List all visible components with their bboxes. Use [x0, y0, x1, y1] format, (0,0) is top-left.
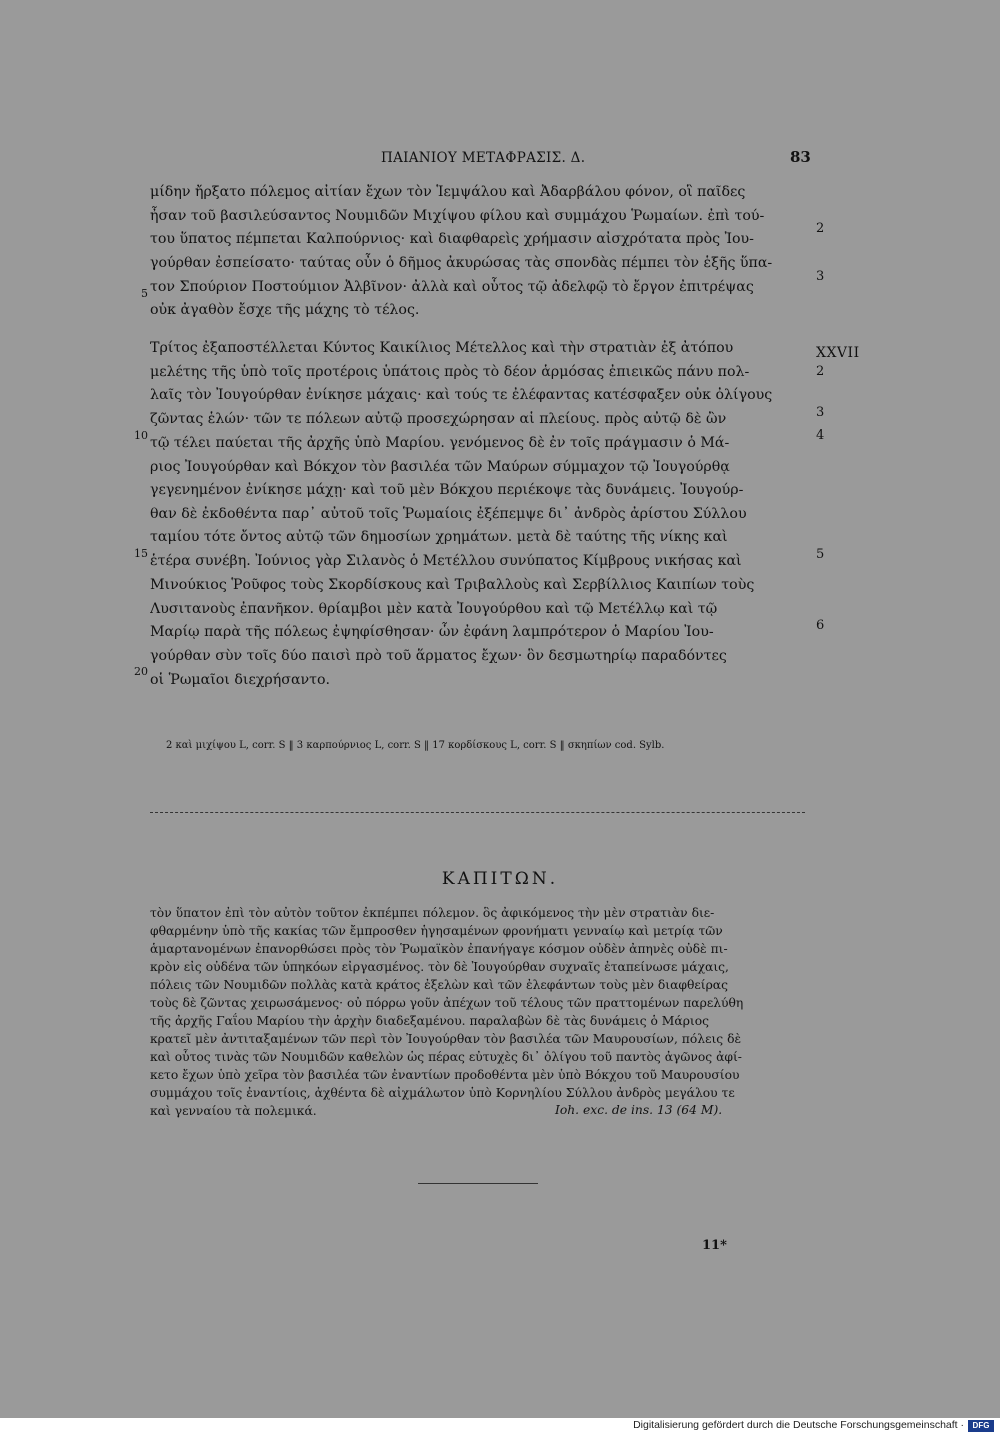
text-line: γούρθαν ἐσπείσατο· ταύτας οὖν ὁ δῆμος ἀκυρώσας τὰς σπονδὰς πέμπει τὸν ἑξῆς ὕπα- — [150, 255, 773, 271]
line-number: 10 — [134, 429, 148, 442]
section-line: ἁμαρτανομένων ἐπανορθώσει πρὸς τὸν Ῥωμαϊκὸν ἐπανήγαγε κόσμον οὐδὲν ἀπηνὲς οὐδὲ πι- — [150, 942, 728, 956]
closing-rule — [418, 1183, 538, 1184]
page-number: 83 — [790, 148, 811, 166]
text-line: οὐκ ἀγαθὸν ἔσχε τῆς μάχης τὸ τέλος. — [150, 302, 420, 318]
section-line: πόλεις τῶν Νουμιδῶν πολλὰς κατὰ κράτος ἐξελὼν καὶ τῶν ἐλεφάντων τοὺς μὲν διαφθείρας — [150, 978, 729, 992]
apparatus-footnotes: 2 καὶ μιχίψου L, corr. S ‖ 3 καρπούρνιος L, corr. S ‖ 17 κορδίσκους L, corr. S ‖ σκηπίων cod. Sylb. — [166, 740, 665, 751]
section-line: συμμάχου τοῖς ἐναντίοις, ἀχθέντα δὲ αἰχμάλωτον ὑπὸ Κορνηλίου Σύλλου ἀνδρὸς μεγάλου τε — [150, 1086, 735, 1100]
text-line: Λυσιτανοὺς ἐπανῆκον. θρίαμβοι μὲν κατὰ Ἰουγούρθου καὶ τῷ Μετέλλῳ καὶ τῷ — [150, 601, 718, 617]
margin-number: 5 — [816, 547, 825, 562]
footer-bar — [0, 1418, 1000, 1434]
margin-number: 3 — [816, 269, 825, 284]
line-number: 15 — [134, 547, 148, 560]
text-line: γεγενημένον ἐνίκησε μάχῃ· καὶ τοῦ μὲν Βόκχου περιέκοψε τὰς δυνάμεις. Ἰουγούρ- — [150, 482, 744, 498]
section-line: κρὸν εἰς οὐδένα τῶν ὑπηκόων εἰργασμένος. τὸν δὲ Ἰουγούρθαν συχναῖς ἐταπείνωσε μάχαις, — [150, 960, 729, 974]
section-line: τὸν ὕπατον ἐπὶ τὸν αὐτὸν τοῦτον ἐκπέμπει πόλεμον. ὃς ἀφικόμενος τὴν μὲν στρατιὰν διε- — [150, 906, 715, 920]
dfg-logo-icon: DFG — [968, 1420, 994, 1432]
text-line: Μαρίῳ παρὰ τῆς πόλεως ἐψηφίσθησαν· ὧν ἐφάνη λαμπρότερον ὁ Μαρίου Ἰου- — [150, 624, 714, 640]
line-number: 5 — [141, 287, 148, 300]
text-line: Τρίτος ἐξαποστέλλεται Κύντος Καικίλιος Μέτελλος καὶ τὴν στρατιὰν ἐξ ἀτόπου — [150, 340, 734, 356]
text-line: μίδην ἤρξατο πόλεμος αἰτίαν ἔχων τὸν Ἱεμψάλου καὶ Ἀδαρβάλου φόνον, οἳ παῖδες — [150, 184, 746, 200]
text-line: μελέτης τῆς ὑπὸ τοῖς προτέροις ὑπάτοις πρὸς τὸ δέον ἁρμόσας ἐπιεικῶς πάνυ πολ- — [150, 364, 750, 380]
section-line: τοὺς δὲ ζῶντας χειρωσάμενος· οὐ πόρρω γοῦν ἀπέχων τοῦ τέλους τῶν πραττομένων παρελύθη — [150, 996, 744, 1010]
text-line: ταμίου τότε ὄντος αὐτῷ τῶν δημοσίων χρημάτων. μετὰ δὲ ταύτης τῆς νίκης καὶ — [150, 529, 728, 545]
signature-mark: 11* — [702, 1238, 727, 1253]
text-line: του ὕπατος πέμπεται Καλπούρνιος· καὶ διαφθαρεὶς χρήμασιν αἰσχρότατα πρὸς Ἰου- — [150, 231, 754, 247]
text-line: ζῶντας ἑλών· τῶν τε πόλεων αὐτῷ προσεχώρησαν αἱ πλείους. πρὸς αὐτῷ δὲ ὢν — [150, 411, 727, 427]
text-line: τον Σπούριον Ποστούμιον Ἀλβῖνον· ἀλλὰ καὶ οὗτος τῷ ἀδελφῷ τὸ ἔργον ἐπιτρέψας — [150, 279, 754, 295]
margin-number: 2 — [816, 221, 825, 236]
text-line: Μινούκιος Ῥοῦφος τοὺς Σκορδίσκους καὶ Τριβαλλοὺς καὶ Σερβίλλιος Καιπίων τοὺς — [150, 577, 755, 593]
margin-number: 3 — [816, 405, 825, 420]
margin-number: 6 — [816, 618, 825, 633]
running-header — [0, 150, 1000, 174]
section-line: τῆς ἀρχῆς Γαΐου Μαρίου τὴν ἀρχὴν διαδεξαμένου. παραλαβὼν δὲ τὰς δυνάμεις ὁ Μάριος — [150, 1014, 710, 1028]
text-line: γούρθαν σὺν τοῖς δύο παισὶ πρὸ τοῦ ἅρματος ἔχων· ὃν δεσμωτηρίῳ παραδόντες — [150, 648, 727, 664]
running-title: ΠΑΙΑΝΙΟΥ ΜΕΤΑΦΡΑΣΙΣ. Δ. — [381, 150, 586, 166]
line-number: 20 — [134, 665, 148, 678]
chapter-marker: XXVII — [816, 345, 860, 361]
section-line: καὶ οὗτος τινὰς τῶν Νουμιδῶν καθελὼν ὡς πέρας εὐτυχὲς δι᾽ ὀλίγου τοῦ παντὸς ἀγῶνος ἀφί- — [150, 1050, 742, 1064]
separator-rule — [150, 812, 805, 813]
section-title: ΚΑΠΙΤΩΝ. — [441, 869, 559, 889]
margin-number: 4 — [816, 428, 825, 443]
text-line: ἑτέρα συνέβη. Ἰούνιος γὰρ Σιλανὸς ὁ Μετέλλου συνύπατος Κίμβρους νικήσας καὶ — [150, 553, 742, 569]
section-line: καὶ γενναίου τὰ πολεμικά. — [150, 1104, 317, 1118]
text-line: οἱ Ῥωμαῖοι διεχρήσαντο. — [150, 672, 331, 688]
section-line: κρατεῖ μὲν ἀντιταξαμένων τῶν περὶ τὸν Ἰουγούρθαν τὸν βασιλέα τῶν Μαυρουσίων, πόλεις δὲ — [150, 1032, 742, 1046]
footer-credit: Digitalisierung gefördert durch die Deutsche Forschungsgemeinschaft · — [633, 1419, 964, 1431]
section-line: κετο ἔχων ὑπὸ χεῖρα τὸν βασιλέα τῶν ἐναντίων προδοθέντα μὲν ὑπὸ Βόκχου τοῦ Μαυρουσίου — [150, 1068, 740, 1082]
text-line: λαῖς τὸν Ἰουγούρθαν ἐνίκησε μάχαις· καὶ τούς τε ἐλέφαντας κατέσφαξεν οὐκ ὀλίγους — [150, 387, 773, 403]
source-reference: Ioh. exc. de ins. 13 (64 M). — [555, 1103, 723, 1117]
text-line: ἦσαν τοῦ βασιλεύσαντος Νουμιδῶν Μιχίψου φίλου καὶ συμμάχου Ῥωμαίων. ἐπὶ τού- — [150, 208, 765, 224]
text-line: θαν δὲ ἐκδοθέντα παρ᾽ αὐτοῦ τοῖς Ῥωμαίοις ἐξέπεμψε δι᾽ ἀνδρὸς ἀρίστου Σύλλου — [150, 506, 747, 522]
section-line: φθαρμένην ὑπὸ τῆς κακίας τῶν ἔμπροσθεν ἡγησαμένων φρονήματι γενναίῳ καὶ μετρίᾳ τῶν — [150, 924, 723, 938]
text-line: τῷ τέλει παύεται τῆς ἀρχῆς ὑπὸ Μαρίου. γενόμενος δὲ ἐν τοῖς πράγμασιν ὁ Μά- — [150, 435, 730, 451]
margin-number: 2 — [816, 364, 825, 379]
text-line: ριος Ἰουγούρθαν καὶ Βόκχον τὸν βασιλέα τῶν Μαύρων σύμμαχον τῷ Ἰουγούρθᾳ — [150, 459, 730, 475]
